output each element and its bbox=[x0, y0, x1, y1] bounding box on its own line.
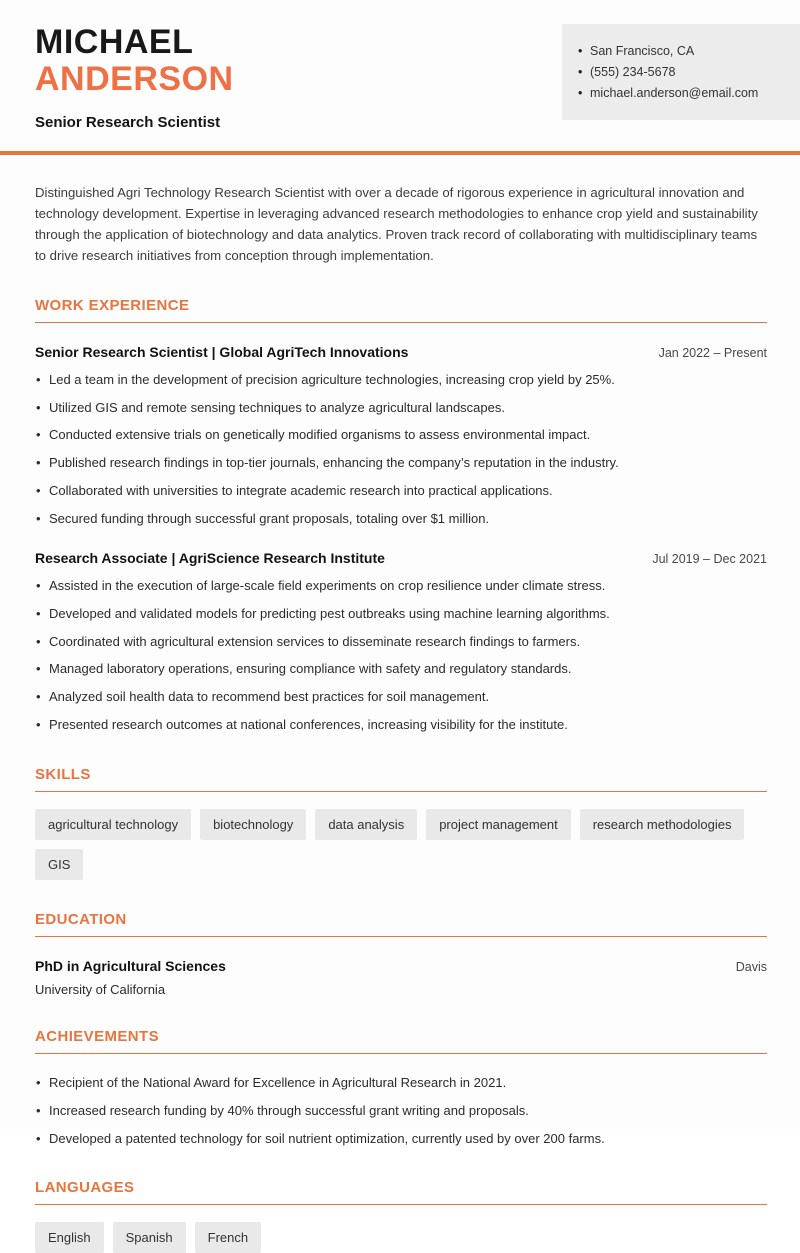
section-divider bbox=[35, 1204, 767, 1205]
skill-chip: research methodologies bbox=[580, 809, 745, 840]
job-entry bbox=[35, 344, 767, 529]
section-divider bbox=[35, 1053, 767, 1054]
language-chip: Spanish bbox=[113, 1222, 186, 1253]
bullet-item: • Managed laboratory operations, ensuring compliance with safety and regulatory standards. bbox=[35, 660, 767, 679]
job-header bbox=[35, 550, 767, 566]
bullet-item: • Collaborated with universities to integrate academic research into practical applications. bbox=[35, 482, 767, 501]
achievements-list bbox=[35, 1074, 767, 1149]
job-dates: Jan 2022 – Present bbox=[658, 345, 767, 360]
header-divider bbox=[0, 151, 800, 155]
skill-chip: project management bbox=[426, 809, 571, 840]
job-header bbox=[35, 344, 767, 360]
skill-chip: GIS bbox=[35, 849, 83, 880]
languages-chip-row bbox=[35, 1222, 767, 1253]
candidate-name bbox=[35, 24, 234, 99]
job-bullet-list bbox=[35, 371, 767, 529]
first-name: MICHAEL bbox=[35, 23, 194, 61]
resume-body bbox=[0, 182, 800, 1253]
work-experience-heading: WORK EXPERIENCE bbox=[35, 296, 190, 314]
last-name: ANDERSON bbox=[35, 60, 234, 99]
contact-card bbox=[562, 24, 800, 120]
bullet-item: • Presented research outcomes at national conferences, increasing visibility for the institute. bbox=[35, 716, 767, 735]
skill-chip: biotechnology bbox=[200, 809, 306, 840]
job-name: Research Associate | AgriScience Research Institute bbox=[35, 549, 385, 566]
languages-heading: LANGUAGES bbox=[35, 1179, 135, 1197]
bullet-item: • Recipient of the National Award for Excellence in Agricultural Research in 2021. bbox=[35, 1074, 767, 1093]
bullet-item: • Utilized GIS and remote sensing techniques to analyze agricultural landscapes. bbox=[35, 399, 767, 418]
bullet-item: • Conducted extensive trials on genetically modified organisms to assess environmental impact. bbox=[35, 426, 767, 445]
education-school: University of California bbox=[35, 981, 166, 997]
bullet-item: • Secured funding through successful grant proposals, totaling over $1 million. bbox=[35, 510, 767, 529]
education-location: Davis bbox=[735, 959, 767, 974]
job-dates: Jul 2019 – Dec 2021 bbox=[652, 551, 767, 566]
skill-chip: data analysis bbox=[315, 809, 417, 840]
education-header bbox=[35, 958, 767, 974]
section-skills bbox=[35, 766, 767, 880]
education-degree: PhD in Agricultural Sciences bbox=[35, 957, 226, 974]
summary-paragraph: Distinguished Agri Technology Research Scientist with over a decade of rigorous experience in agricultural innovation and technology development. Expertise in leveraging advanced research methodologies to enhance crop yield and sustainability through the application of biotechnology and data analytics. Proven track record of collaborating with multidisciplinary teams to drive research initiatives from conception through implementation. bbox=[35, 184, 758, 263]
section-divider bbox=[35, 936, 767, 937]
name-block bbox=[35, 24, 234, 131]
bullet-item: • Developed and validated models for predicting pest outbreaks using machine learning algorithms. bbox=[35, 605, 767, 624]
contact-list bbox=[578, 44, 784, 100]
resume-header bbox=[0, 0, 800, 131]
bullet-item: • Assisted in the execution of large-scale field experiments on crop resilience under climate stress. bbox=[35, 577, 767, 596]
bullet-item: • Analyzed soil health data to recommend best practices for soil management. bbox=[35, 688, 767, 707]
job-entry bbox=[35, 550, 767, 735]
language-chip: English bbox=[35, 1222, 104, 1253]
section-education bbox=[35, 911, 767, 997]
contact-location: • San Francisco, CA bbox=[578, 44, 784, 58]
bullet-item: • Led a team in the development of precision agriculture technologies, increasing crop yield by 25%. bbox=[35, 371, 767, 390]
bullet-item: • Developed a patented technology for soil nutrient optimization, currently used by over 200 farms. bbox=[35, 1130, 767, 1149]
section-languages bbox=[35, 1179, 767, 1253]
section-work-experience bbox=[35, 297, 767, 735]
contact-email: • michael.anderson@email.com bbox=[578, 86, 784, 100]
skill-chip: agricultural technology bbox=[35, 809, 191, 840]
job-name: Senior Research Scientist | Global AgriTech Innovations bbox=[35, 343, 409, 360]
language-chip: French bbox=[195, 1222, 261, 1253]
contact-phone: • (555) 234-5678 bbox=[578, 65, 784, 79]
section-divider bbox=[35, 322, 767, 323]
achievements-heading: ACHIEVEMENTS bbox=[35, 1027, 159, 1045]
bullet-item: • Coordinated with agricultural extension services to disseminate research findings to farmers. bbox=[35, 633, 767, 652]
skills-chip-row bbox=[35, 809, 767, 880]
education-heading: EDUCATION bbox=[35, 910, 127, 928]
bullet-item: • Published research findings in top-tier journals, enhancing the company’s reputation in the industry. bbox=[35, 454, 767, 473]
bullet-item: • Increased research funding by 40% through successful grant writing and proposals. bbox=[35, 1102, 767, 1121]
candidate-title: Senior Research Scientist bbox=[35, 113, 221, 131]
education-entry bbox=[35, 958, 767, 997]
section-divider bbox=[35, 791, 767, 792]
skills-heading: SKILLS bbox=[35, 765, 91, 783]
section-achievements bbox=[35, 1028, 767, 1149]
job-bullet-list bbox=[35, 577, 767, 735]
